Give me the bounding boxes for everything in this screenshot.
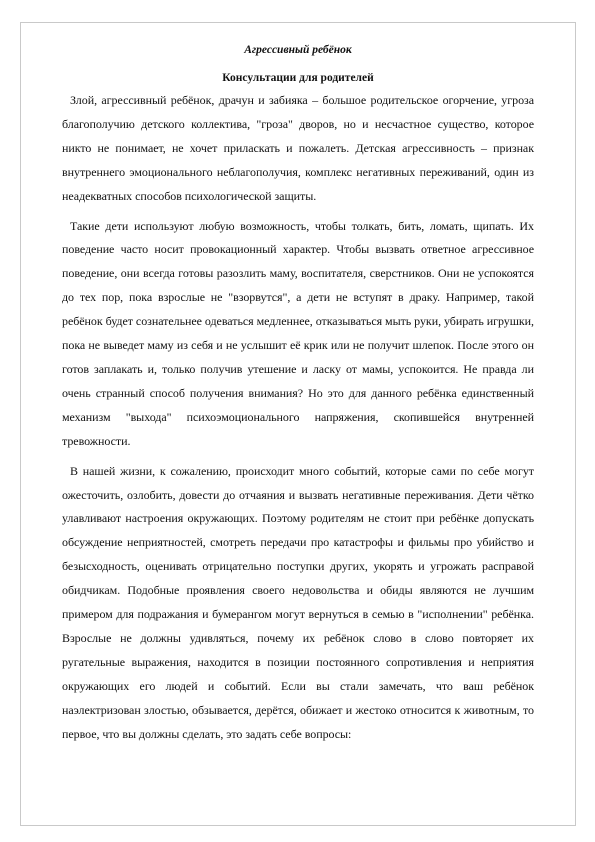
document-body (62, 43, 534, 752)
document-subtitle: Консультации для родителей (222, 72, 374, 84)
document-title: Агрессивный ребёнок (244, 44, 352, 56)
paragraph-1: Злой, агрессивный ребёнок, драчун и забияка – большое родительское огорчение, угроза благополучию детского коллектива, "гроза" дворов, но и несчастное существо, которое никто не понимает, не хочет приласкать и пожалеть. Детская агрессивность – признак внутреннего эмоционального неблагополучия, комплекс негативных переживаний, один из неадекватных способов психологической защиты. (62, 93, 534, 203)
paragraph-3: В нашей жизни, к сожалению, происходит много событий, которые сами по себе могут ожесточить, озлобить, довести до отчаяния и вызвать негативные переживания. Дети чётко улавливают настроения окружающих. Поэтому родителям не стоит при ребёнке допускать обсуждение неприятностей, смотреть передачи про катастрофы и фильмы про убийство и безысходность, оценивать отрицательно поступки других, укорять и угрожать расправой обидчикам. Подобные проявления своего недовольства и обиды являются не лучшим примером для подражания и бумерангом могут вернуться в семью в "исполнении" ребёнка. Взрослые не должны удивляться, почему их ребёнок слово в слово повторяет их ругательные выражения, находится в позиции постоянного сопротивления и неприятия окружающих его людей и событий. Если вы стали замечать, что ваш ребёнок наэлектризован злостью, обзывается, дерётся, обижает и жестоко относится к животным, то первое, что вы должны сделать, это задать себе вопросы: (62, 463, 534, 741)
paragraph-2: Такие дети используют любую возможность, чтобы толкать, бить, ломать, щипать. Их поведение часто носит провокационный характер. Чтобы вызвать ответное агрессивное поведение, они всегда готовы разозлить маму, воспитателя, сверстников. Они не успокоятся до тех пор, пока взрослые не "взорвутся", а дети не вступят в драку. Например, такой ребёнок будет сознательнее одеваться медленнее, отказываться мыть руки, убирать игрушки, пока не выведет маму из себя и не услышит её крик или не получит шлепок. После этого он готов заплакать и, только получив утешение и ласку от мамы, успокоится. Не правда ли очень странный способ получения внимания? Но это для данного ребёнка единственный механизм "выхода" психоэмоционального напряжения, скопившейся внутренней тревожности. (62, 218, 534, 448)
